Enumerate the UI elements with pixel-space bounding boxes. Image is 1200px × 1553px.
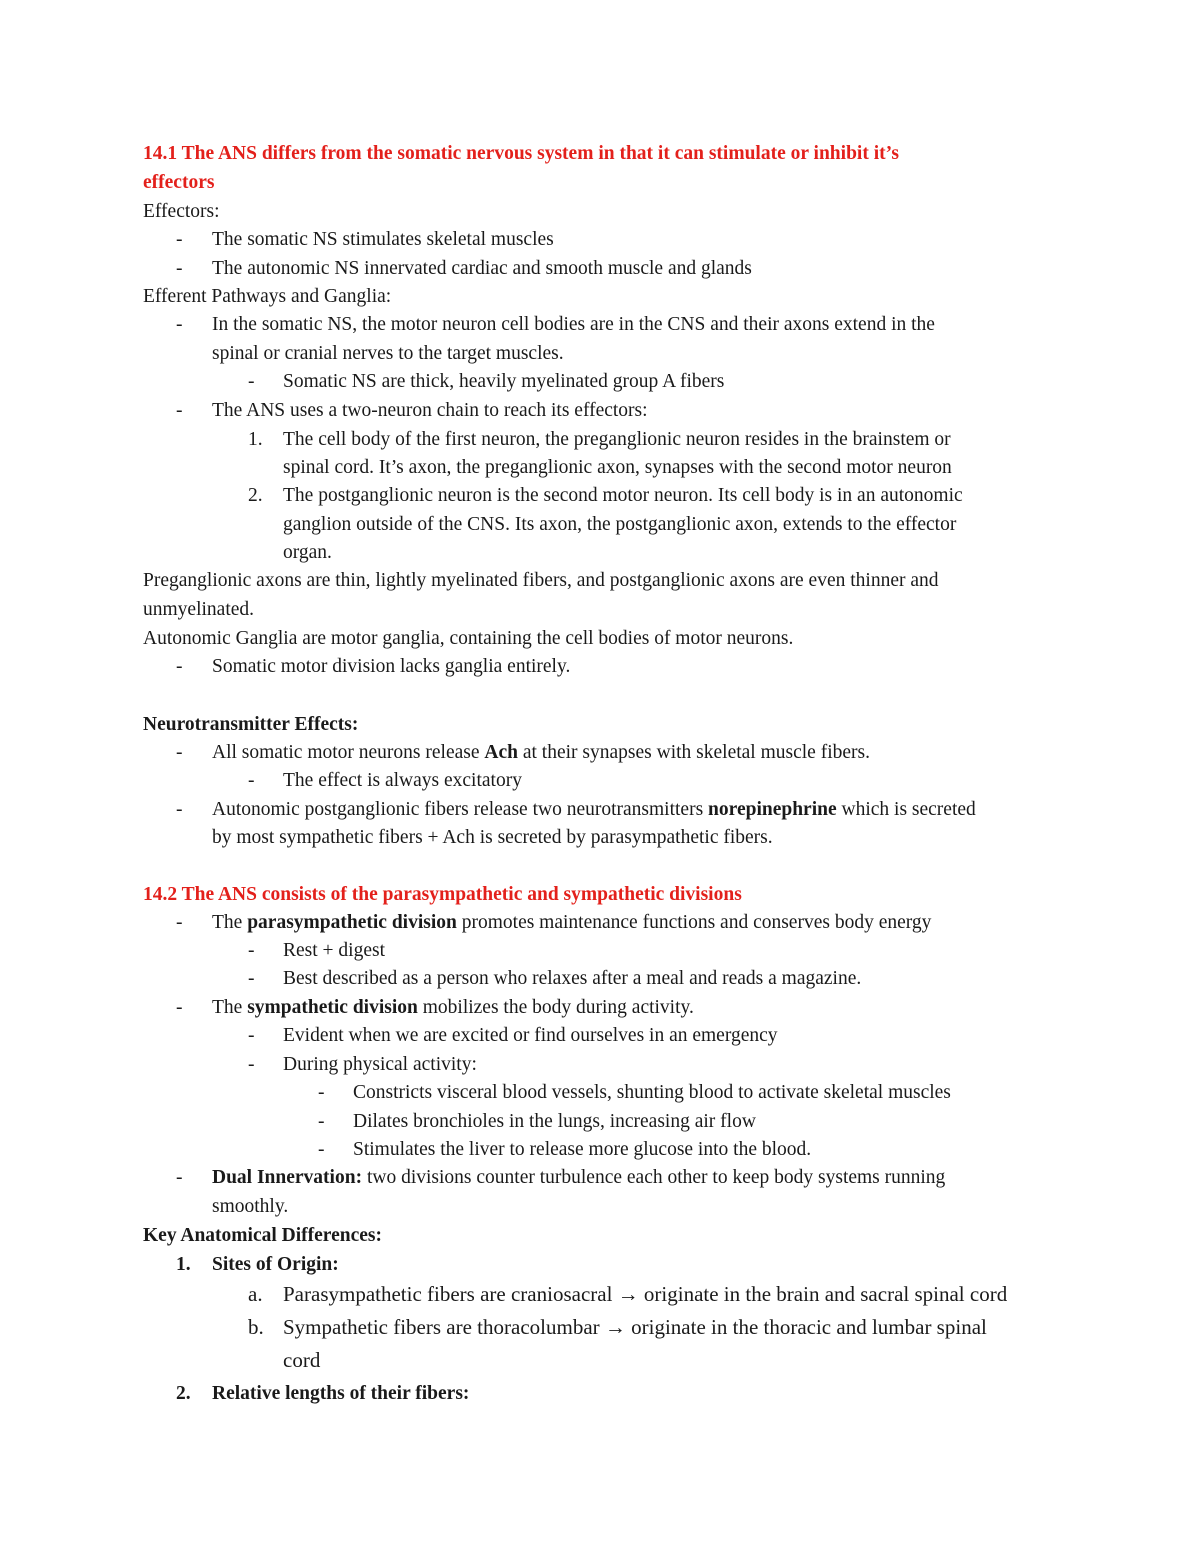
sub-sub-list-item: Stimulates the liver to release more glucose into the blood. [353,1139,812,1160]
lettered-item-cont: cord [283,1348,321,1372]
section-1-heading-cont: effectors [143,172,215,193]
paragraph-cont: unmyelinated. [143,599,255,620]
effectors-label: Effectors: [143,201,220,222]
numbered-item: The cell body of the first neuron, the preganglionic neuron resides in the brainstem or [283,429,951,450]
list-item: In the somatic NS, the motor neuron cell bodies are in the CNS and their axons extend in the [212,314,935,335]
bullet-dash: - [176,912,183,933]
lettered-item: Parasympathetic fibers are craniosacral → originate in the brain and sacral spinal cord [283,1282,1008,1306]
bullet-dash: - [176,1167,183,1188]
bullet-dash: - [248,371,255,392]
letter-marker: a. [248,1282,263,1306]
bullet-dash: - [248,968,255,989]
list-item: The parasympathetic division promotes maintenance functions and conserves body energy [212,912,932,933]
bullet-dash: - [176,997,183,1018]
bullet-dash: - [248,1025,255,1046]
sub-list-item: Best described as a person who relaxes after a meal and reads a magazine. [283,968,862,989]
key-differences-heading: Key Anatomical Differences: [143,1225,382,1246]
sub-list-item: Somatic NS are thick, heavily myelinated group A fibers [283,371,725,392]
section-2-heading: 14.2 The ANS consists of the parasympathetic and sympathetic divisions [143,884,742,905]
bullet-dash: - [176,258,183,279]
list-item: All somatic motor neurons release Ach at their synapses with skeletal muscle fibers. [212,742,870,763]
list-item: Somatic motor division lacks ganglia entirely. [212,656,571,677]
bullet-dash: - [176,742,183,763]
list-item: Autonomic postganglionic fibers release two neurotransmitters norepinephrine which is secreted [212,799,976,820]
bullet-dash: - [176,400,183,421]
bullet-dash: - [176,799,183,820]
number-marker: 1. [248,429,263,450]
list-item: The ANS uses a two-neuron chain to reach its effectors: [212,400,648,421]
numbered-item-cont: organ. [283,542,332,563]
number-marker: 2. [176,1383,191,1404]
bullet-dash: - [318,1139,325,1160]
number-marker: 2. [248,485,263,506]
bullet-dash: - [176,229,183,250]
section-1-heading: 14.1 The ANS differs from the somatic nervous system in that it can stimulate or inhibit it’s [143,143,899,164]
letter-marker: b. [248,1315,264,1339]
paragraph: Preganglionic axons are thin, lightly myelinated fibers, and postganglionic axons are even thinner and [143,570,939,591]
number-marker: 1. [176,1254,191,1275]
list-item: The sympathetic division mobilizes the body during activity. [212,997,694,1018]
paragraph: Autonomic Ganglia are motor ganglia, containing the cell bodies of motor neurons. [143,628,794,649]
bullet-dash: - [248,1054,255,1075]
list-item-cont: by most sympathetic fibers + Ach is secreted by parasympathetic fibers. [212,827,773,848]
sub-sub-list-item: Dilates bronchioles in the lungs, increasing air flow [353,1111,756,1132]
sub-list-item: Rest + digest [283,940,385,961]
sub-list-item: Evident when we are excited or find ourselves in an emergency [283,1025,778,1046]
nt-heading: Neurotransmitter Effects: [143,714,359,735]
sub-list-item: The effect is always excitatory [283,770,522,791]
list-item: Dual Innervation: two divisions counter turbulence each other to keep body systems running [212,1167,946,1188]
numbered-item-cont: ganglion outside of the CNS. Its axon, the postganglionic axon, extends to the effector [283,514,957,535]
bullet-dash: - [318,1082,325,1103]
numbered-item-cont: spinal cord. It’s axon, the preganglionic axon, synapses with the second motor neuron [283,457,952,478]
numbered-item: The postganglionic neuron is the second motor neuron. Its cell body is in an autonomic [283,485,963,506]
lettered-item: Sympathetic fibers are thoracolumbar → originate in the thoracic and lumbar spinal [283,1315,987,1339]
bullet-dash: - [248,770,255,791]
sub-sub-list-item: Constricts visceral blood vessels, shunting blood to activate skeletal muscles [353,1082,951,1103]
list-item: The somatic NS stimulates skeletal muscles [212,229,554,250]
bullet-dash: - [176,314,183,335]
bullet-dash: - [248,940,255,961]
sub-list-item: During physical activity: [283,1054,477,1075]
numbered-item: Relative lengths of their fibers: [212,1383,470,1404]
list-item: The autonomic NS innervated cardiac and smooth muscle and glands [212,258,752,279]
numbered-item: Sites of Origin: [212,1254,339,1275]
efferent-label: Efferent Pathways and Ganglia: [143,286,392,307]
bullet-dash: - [176,656,183,677]
list-item-cont: smoothly. [212,1196,289,1217]
bullet-dash: - [318,1111,325,1132]
list-item-cont: spinal or cranial nerves to the target muscles. [212,343,564,364]
